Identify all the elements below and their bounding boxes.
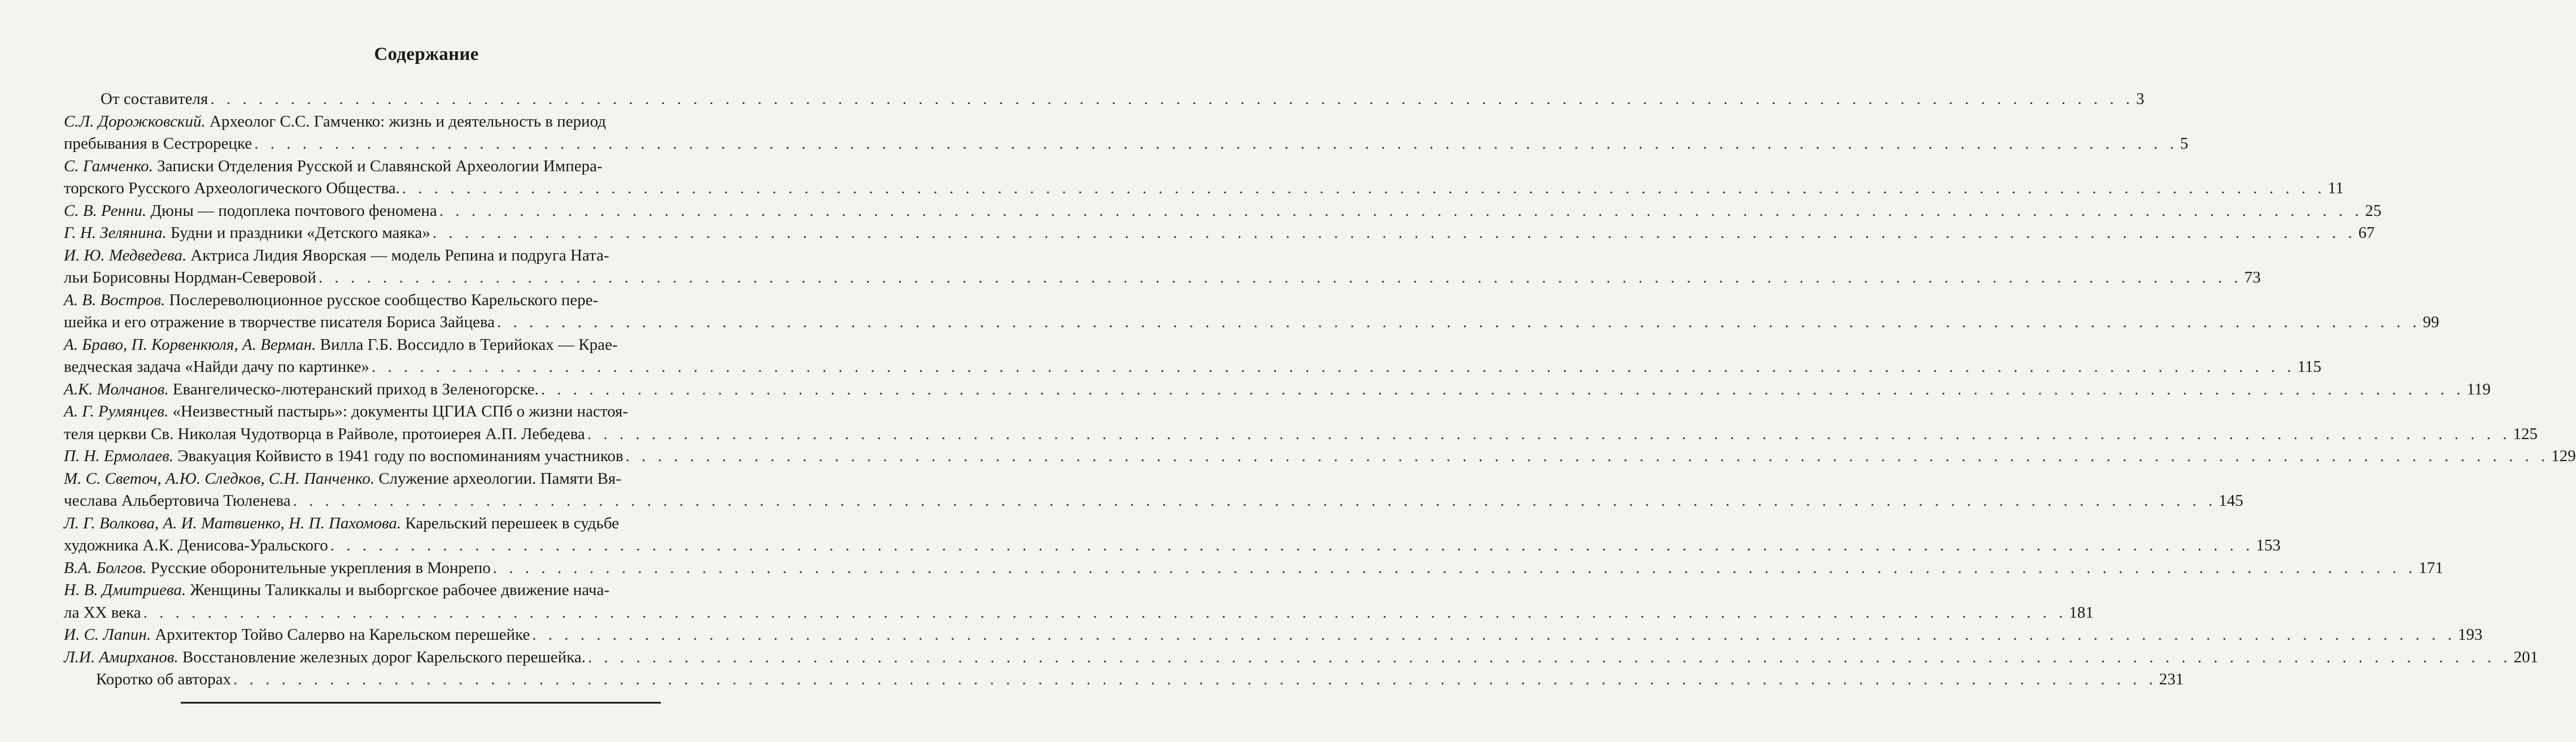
page-number: 153 [2256,536,2281,554]
toc-line [64,245,787,267]
toc-entry [64,646,2539,669]
toc-line [64,423,2538,446]
entry-title: Записки Отделения Русской и Славянской Археологии Импера- [157,157,603,175]
dot-leader: . . . . . . . . . . . . . . . . . . . . . . . . . . . . . . . . . . . . . . . . . . . . . . . . . . . . . . . . . . . . . . . . . . . . . . . . . . . . . . . . . . . . . . . . . . . . . . . . . . . . . . . . . . . . . . . . . . . . . . . . [330,536,2254,554]
dot-leader: . . . . . . . . . . . . . . . . . . . . . . . . . . . . . . . . . . . . . . . . . . . . . . . . . . . . . . . . . . . . . . . . . . . . . . . . . . . . . . . . . . . . . . . . . . . . . . . . . . . . . . . . . . . . . . . . . . . . . . . . [233,670,2157,688]
entry-title: пребывания в Сестрорецке [64,134,252,153]
page-number: 231 [2159,670,2184,688]
entry-author: М. С. Светоч, А.Ю. Следков, С.Н. Панченко. [64,469,375,488]
toc-line [64,200,2382,223]
toc-entry [64,334,2322,379]
entry-author: В.А. Болгов. [64,558,147,577]
toc-entry [64,401,2538,445]
entry-author: П. Н. Ермолаев. [64,447,174,465]
dot-leader: . . . . . . . . . . . . . . . . . . . . . . . . . . . . . . . . . . . . . . . . . . . . . . . . . . . . . . . . . . . . . . . . . . . . . . . . . . . . . . . . . . . . . . . . . . . . . . . . . . . . . . . . . . . . . . . . . . . . . . . . [532,626,2456,644]
entry-title: ведческая задача «Найди дачу по картинке» [64,358,369,376]
toc-line [64,356,2322,379]
toc-line [64,177,2344,200]
page-number: 119 [2466,380,2491,398]
toc-line [64,624,2483,646]
entry-author: Л.И. Амирханов. [64,648,178,666]
entry-title: Археолог С.С. Гамченко: жизнь и деятельность в период [210,112,606,131]
toc-entry [64,624,2483,646]
toc-entry [64,289,2439,334]
toc-entry [64,200,2382,223]
page-number: 25 [2365,201,2382,220]
toc-line [64,646,2539,669]
entry-title: Эвакуация Койвисто в 1941 году по воспоминаниям участников [177,447,624,465]
entry-title: Женщины Таликкалы и выборгское рабочее движение нача- [190,581,610,599]
entry-author: А. Г. Румянцев. [64,402,169,420]
dot-leader: . . . . . . . . . . . . . . . . . . . . . . . . . . . . . . . . . . . . . . . . . . . . . . . . . . . . . . . . . . . . . . . . . . . . . . . . . . . . . . . . . . . . . . . . . . . . . . . . . . . . . . . . . . . . . . . . . . . . . . . . [541,380,2465,398]
toc-line [64,557,2443,580]
toc-line [64,579,787,602]
entry-author: А. Браво, П. Корвенкюля, А. Верман. [64,335,316,354]
dot-leader: . . . . . . . . . . . . . . . . . . . . . . . . . . . . . . . . . . . . . . . . . . . . . . . . . . . . . . . . . . . . . . . . . . . . . . . . . . . . . . . . . . . . . . . . . . . . . . . . . . . . . . . . . . . . . . . . . . . . . . . . [587,424,2511,443]
toc-entry [64,557,2443,580]
entry-author: Н. В. Дмитриева. [64,581,186,599]
page-number: 201 [2513,648,2539,666]
toc-entry [64,445,2576,468]
page-number: 145 [2218,492,2243,510]
entry-title: ла XX века [64,603,141,622]
page-number: 5 [2180,134,2189,153]
dot-leader: . . . . . . . . . . . . . . . . . . . . . . . . . . . . . . . . . . . . . . . . . . . . . . . . . . . . . . . . . . . . . . . . . . . . . . . . . . . . . . . . . . . . . . . . . . . . . . . . . . . . . . . . . . . . . . . . . . . . . . . . [497,313,2421,331]
toc-entry [64,245,2261,289]
page-number: 73 [2244,268,2261,287]
page-number: 3 [2136,90,2145,108]
toc-line [64,289,787,312]
horizontal-rule [181,702,661,704]
toc-line [64,267,2261,289]
toc-entry [64,111,2189,155]
page-title: Содержание [374,44,479,64]
toc-line [64,490,2243,513]
dot-leader: . . . . . . . . . . . . . . . . . . . . . . . . . . . . . . . . . . . . . . . . . . . . . . . . . . . . . . . . . . . . . . . . . . . . . . . . . . . . . . . . . . . . . . . . . . . . . . . . . . . . . . . . . . . . . . . . . . . . . . . . [293,492,2217,510]
entry-author: И. Ю. Медведева. [64,246,187,264]
toc-line [64,111,787,133]
entry-title: чеслава Альбертовича Тюленева [64,492,291,510]
page-number: 125 [2513,424,2538,443]
toc-line [64,401,787,423]
toc-line [64,155,787,178]
toc-entry [64,155,2344,200]
entry-title: Будни и праздники «Детского маяка» [171,224,430,242]
entry-author: С. Гамченко. [64,157,153,175]
page-number: 129 [2551,447,2576,465]
dot-leader: . . . . . . . . . . . . . . . . . . . . . . . . . . . . . . . . . . . . . . . . . . . . . . . . . . . . . . . . . . . . . . . . . . . . . . . . . . . . . . . . . . . . . . . . . . . . . . . . . . . . . . . . . . . . . . . . . . . . . . . . [210,90,2134,108]
entry-title: льи Борисовны Нордман-Северовой [64,268,316,287]
page-number: 193 [2457,626,2483,644]
entry-title: Восстановление железных дорог Карельского перешейка. [182,648,586,666]
toc-entry [64,379,2491,401]
page-number: 181 [2069,603,2094,622]
entry-title: Коротко об авторах [96,670,232,688]
entry-title: шейка и его отражение в творчестве писателя Бориса Зайцева [64,313,495,331]
toc-line [64,602,2094,624]
page-number: 171 [2418,558,2443,577]
toc-line [64,669,2184,691]
entry-author: С. В. Ренни. [64,201,147,220]
entry-title: Актриса Лидия Яворская — модель Репина и подруга Ната- [190,246,609,264]
page-number: 67 [2358,224,2375,242]
toc-entry [64,579,2094,624]
dot-leader: . . . . . . . . . . . . . . . . . . . . . . . . . . . . . . . . . . . . . . . . . . . . . . . . . . . . . . . . . . . . . . . . . . . . . . . . . . . . . . . . . . . . . . . . . . . . . . . . . . . . . . . . . . . . . . . . . . . . . . . . [318,268,2242,287]
entry-author: Л. Г. Волкова, А. И. Матвиенко, Н. П. Пахомова. [64,514,402,532]
toc-line [64,535,2281,557]
entry-title: художника А.К. Денисова-Уральского [64,536,328,554]
entry-title: Вилла Г.Б. Воссидло в Терийоках — Крае- [320,335,618,354]
entry-author: С.Л. Дорожковский. [64,112,206,131]
toc-line [64,379,2491,401]
dot-leader: . . . . . . . . . . . . . . . . . . . . . . . . . . . . . . . . . . . . . . . . . . . . . . . . . . . . . . . . . . . . . . . . . . . . . . . . . . . . . . . . . . . . . . . . . . . . . . . . . . . . . . . . . . . . . . . . . . . . . . . . [587,648,2512,666]
dot-leader: . . . . . . . . . . . . . . . . . . . . . . . . . . . . . . . . . . . . . . . . . . . . . . . . . . . . . . . . . . . . . . . . . . . . . . . . . . . . . . . . . . . . . . . . . . . . . . . . . . . . . . . . . . . . . . . . . . . . . . . . [371,358,2295,376]
dot-leader: . . . . . . . . . . . . . . . . . . . . . . . . . . . . . . . . . . . . . . . . . . . . . . . . . . . . . . . . . . . . . . . . . . . . . . . . . . . . . . . . . . . . . . . . . . . . . . . . . . . . . . . . . . . . . . . . . . . . . . . . [432,224,2356,242]
dot-leader: . . . . . . . . . . . . . . . . . . . . . . . . . . . . . . . . . . . . . . . . . . . . . . . . . . . . . . . . . . . . . . . . . . . . . . . . . . . . . . . . . . . . . . . . . . . . . . . . . . . . . . . . . . . . . . . . . . . . . . . . [402,179,2326,197]
dot-leader: . . . . . . . . . . . . . . . . . . . . . . . . . . . . . . . . . . . . . . . . . . . . . . . . . . . . . . . . . . . . . . . . . . . . . . . . . . . . . . . . . . . . . . . . . . . . . . . . . . . . . . . . . . . . . . . . . . . . . . . . [439,201,2363,220]
entry-title: Послереволюционное русское сообщество Карельского пере- [169,290,599,309]
entry-title: теля церкви Св. Николая Чудотворца в Райволе, протоиерея А.П. Лебедева [64,424,585,443]
toc-line [64,133,2189,155]
toc-line [64,334,787,357]
entry-title: Карельский перешеек в судьбе [405,514,620,532]
entry-author: А. В. Востров. [64,290,165,309]
entry-title: От составителя [101,90,208,108]
toc-line [64,468,787,491]
entry-title: Дюны — подоплека почтового феномена [150,201,437,220]
entry-title: торского Русского Археологического Общества. [64,179,400,197]
dot-leader: . . . . . . . . . . . . . . . . . . . . . . . . . . . . . . . . . . . . . . . . . . . . . . . . . . . . . . . . . . . . . . . . . . . . . . . . . . . . . . . . . . . . . . . . . . . . . . . . . . . . . . . . . . . . . . . . . . . . . . . . [254,134,2178,153]
toc-line [64,513,787,535]
toc-line [64,88,2145,111]
entry-title: Архитектор Тойво Салерво на Карельском перешейке [155,626,530,644]
page-number: 115 [2297,358,2322,376]
page-number: 99 [2422,313,2439,331]
toc-entry [64,222,2375,245]
dot-leader: . . . . . . . . . . . . . . . . . . . . . . . . . . . . . . . . . . . . . . . . . . . . . . . . . . . . . . . . . . . . . . . . . . . . . . . . . . . . . . . . . . . . . . . . . . . . . . . . . . . . . . . . . . . . . . . . . . . . . . . . [492,558,2417,577]
toc-line [64,445,2576,468]
toc-entry [64,669,2184,691]
table-of-contents [64,88,2576,691]
toc-line [64,222,2375,245]
toc-entry [64,513,2281,557]
entry-author: А.К. Молчанов. [64,380,169,398]
entry-title: Русские оборонительные укрепления в Монрепо [150,558,491,577]
entry-title: «Неизвестный пастырь»: документы ЦГИА СПб о жизни настоя- [172,402,629,420]
dot-leader: . . . . . . . . . . . . . . . . . . . . . . . . . . . . . . . . . . . . . . . . . . . . . . . . . . . . . . . . . . . . . . . . . . . . . . . . . . . . . . . . . . . . . . . . . . . . . . . . . . . . . . . . . . . . . . . . . . . . . . . . [625,447,2549,465]
dot-leader: . . . . . . . . . . . . . . . . . . . . . . . . . . . . . . . . . . . . . . . . . . . . . . . . . . . . . . . . . . . . . . . . . . . . . . . . . . . . . . . . . . . . . . . . . . . . . . . . . . . . . . . . . . . . . . . . . . . . . . . . [143,603,2067,622]
toc-entry [64,88,2145,111]
toc-line [64,311,2439,334]
toc-entry [64,468,2243,513]
entry-title: Служение археологии. Памяти Вя- [378,469,621,488]
page-number: 11 [2327,179,2344,197]
entry-author: Г. Н. Зелянина. [64,224,167,242]
entry-title: Евангелическо-лютеранский приход в Зеленогорске. [172,380,539,398]
entry-author: И. С. Лапин. [64,626,151,644]
